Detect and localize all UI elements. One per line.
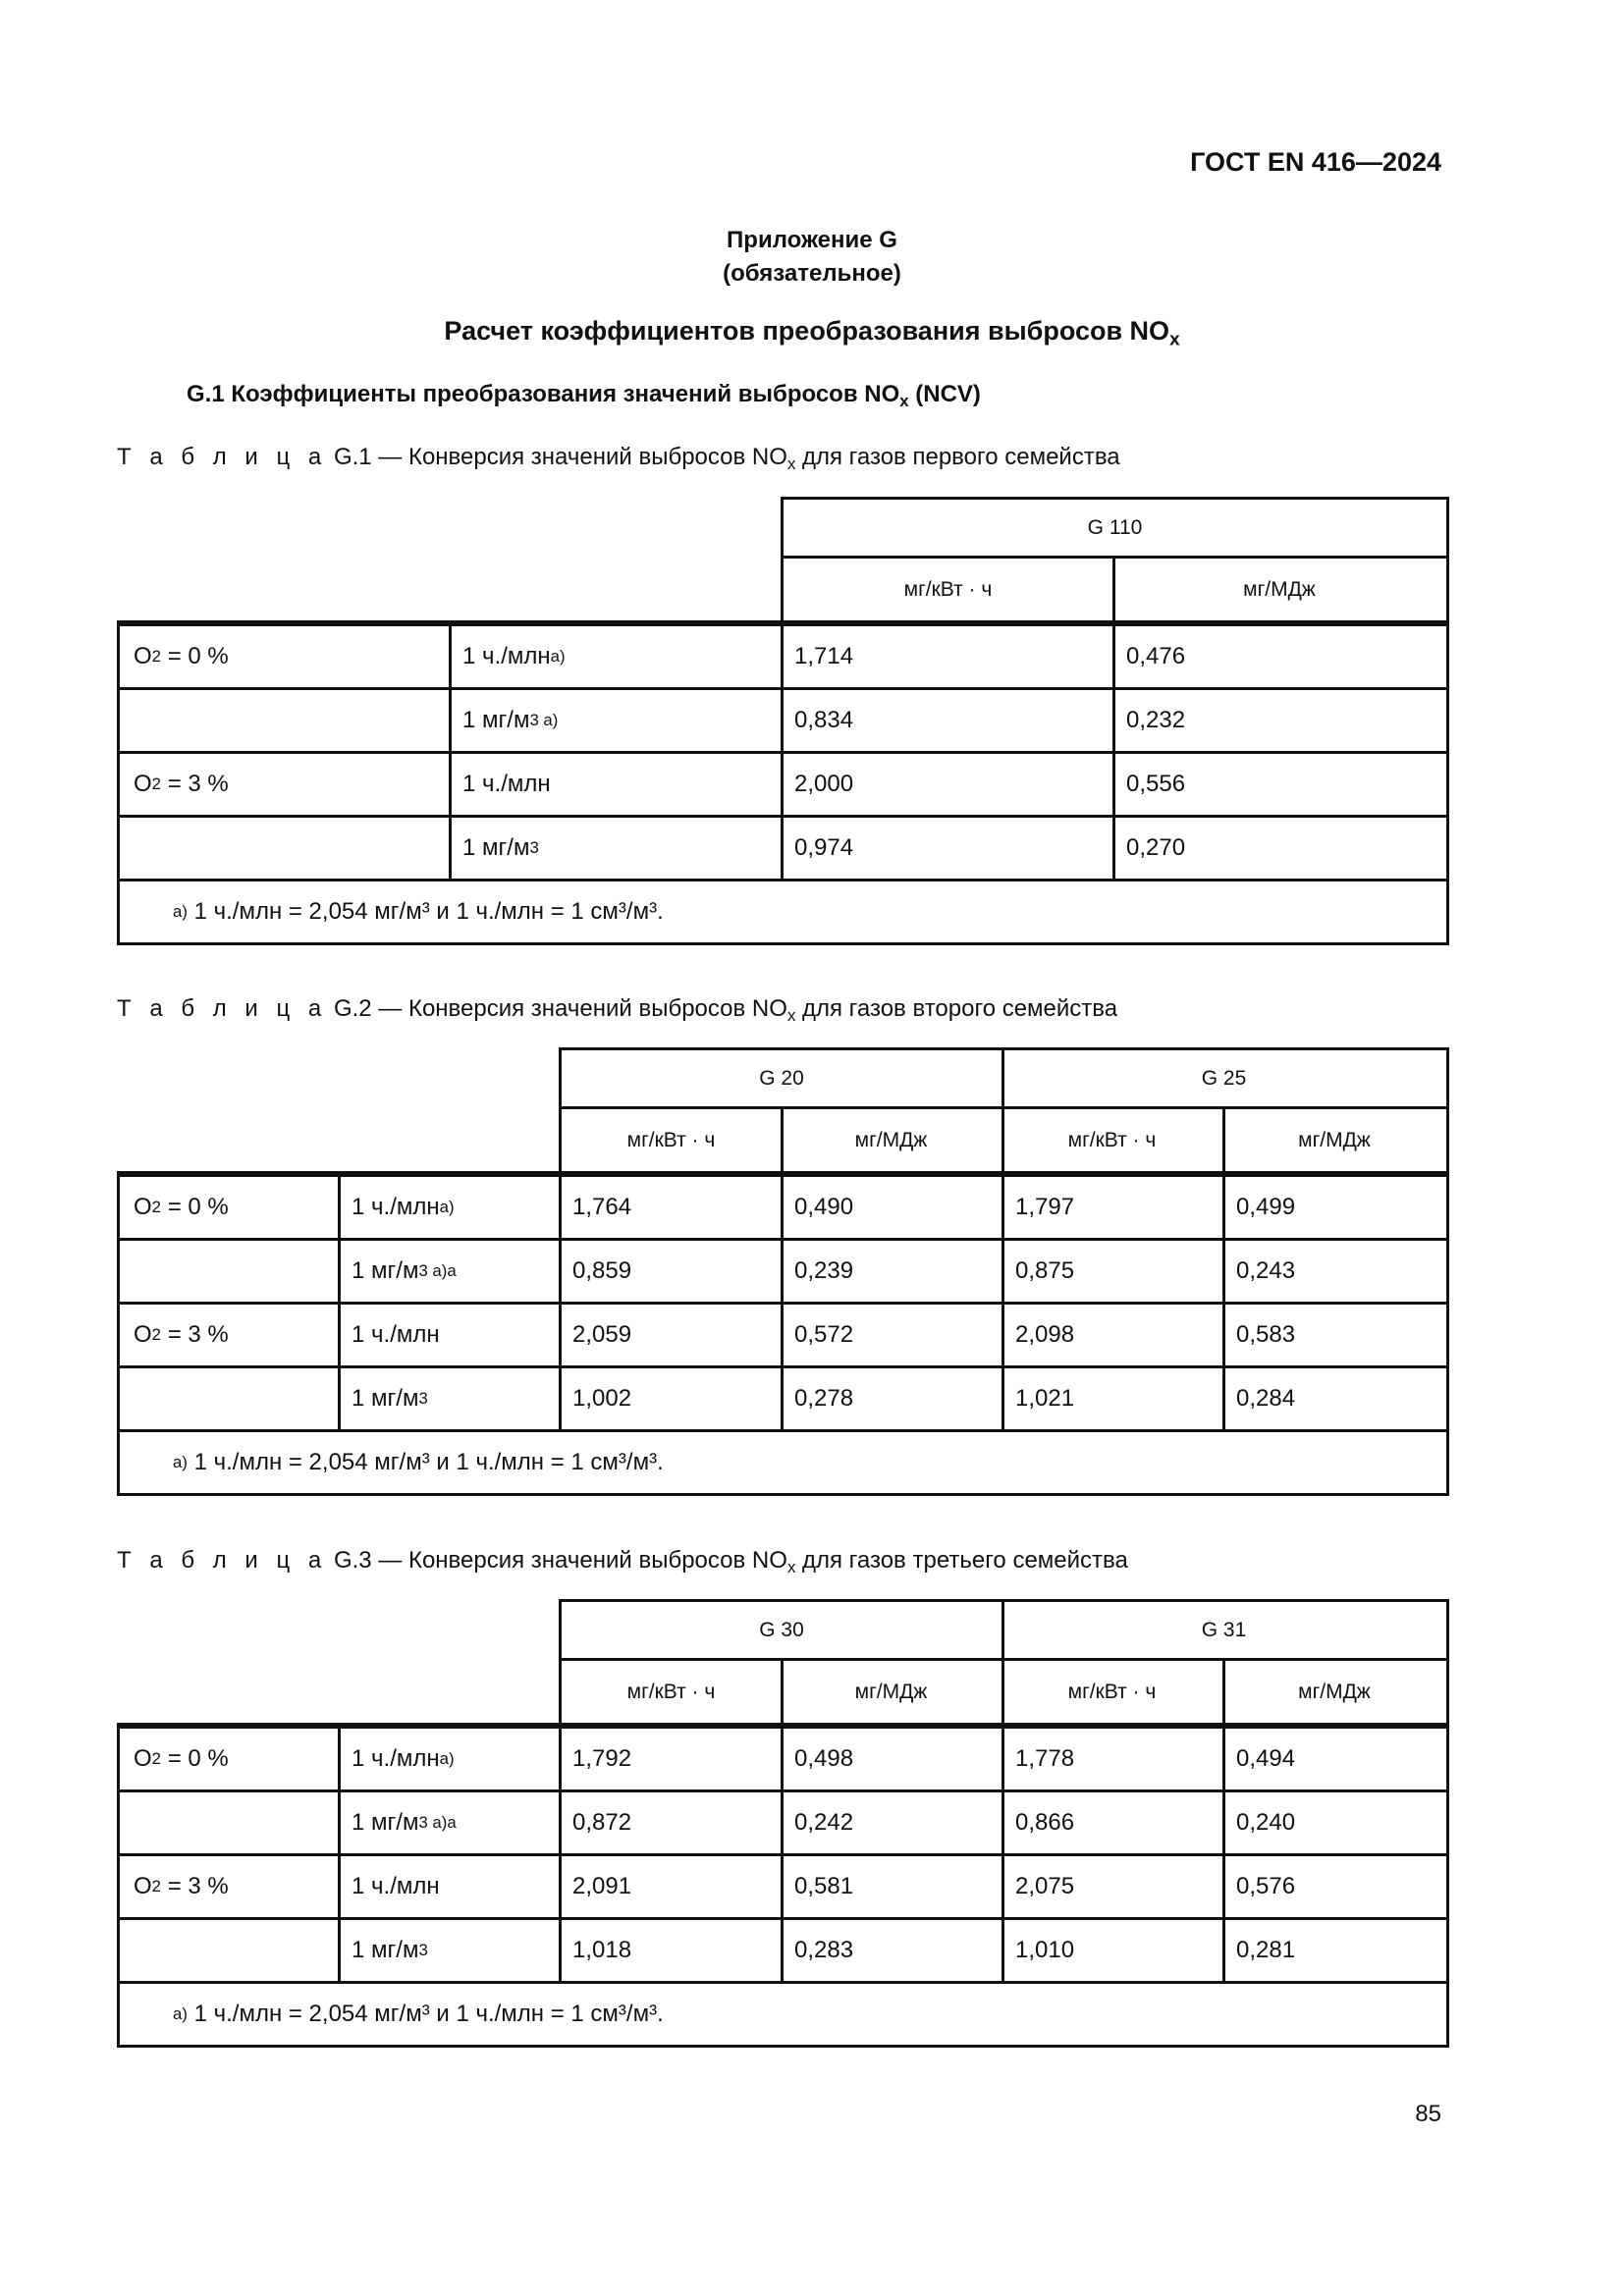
unit-cell: 1 ч./млн: [338, 1856, 562, 1920]
value-cell: 1,714: [781, 626, 1115, 690]
table-label: Т а б л и ц а: [117, 995, 328, 1022]
main-title: [0, 316, 1624, 350]
table-units-row: [117, 1661, 1449, 1723]
value-cell: 0,278: [781, 1368, 1004, 1432]
unit-header: мг/кВт · ч: [781, 559, 1115, 620]
value-cell: 2,098: [1001, 1305, 1225, 1368]
gas-header: G 30: [559, 1599, 1004, 1661]
footnote-text: 1 ч./млн = 2,054 мг/м³ и 1 ч./млн = 1 см³/м³.: [193, 898, 664, 925]
o2-cell: [117, 1792, 341, 1856]
table-header-row: [117, 497, 1449, 559]
table-row: [117, 1856, 1449, 1920]
caption-subscript: x: [786, 454, 796, 474]
main-title-text: Расчет коэффициентов преобразования выбросов NO: [444, 316, 1170, 346]
value-cell: 1,010: [1001, 1920, 1225, 1984]
table-g2: [117, 1047, 1449, 1496]
value-cell: 0,242: [781, 1792, 1004, 1856]
unit-header: мг/МДж: [1222, 1661, 1449, 1723]
table-caption-g1: [117, 444, 1120, 474]
value-cell: 0,243: [1222, 1241, 1449, 1305]
value-cell: 0,270: [1112, 818, 1449, 881]
unit-cell: 1 мг/м 3 а)а: [338, 1241, 562, 1305]
unit-header: мг/МДж: [781, 1109, 1004, 1171]
unit-header: мг/кВт · ч: [1001, 1109, 1225, 1171]
unit-header: мг/МДж: [1222, 1109, 1449, 1171]
o2-cell: [117, 690, 452, 754]
value-cell: 2,059: [559, 1305, 784, 1368]
value-cell: 0,556: [1112, 754, 1449, 818]
table-row: [117, 754, 1449, 818]
value-cell: 0,240: [1222, 1792, 1449, 1856]
caption-suffix: для газов первого семейства: [795, 444, 1120, 470]
value-cell: 1,018: [559, 1920, 784, 1984]
table-row: [117, 1305, 1449, 1368]
unit-cell: 1 мг/м 3: [449, 818, 784, 881]
value-cell: 1,778: [1001, 1729, 1225, 1792]
annex-status: (обязательное): [723, 260, 901, 287]
value-cell: 0,834: [781, 690, 1115, 754]
section-title: [187, 381, 981, 411]
value-cell: 1,797: [1001, 1177, 1225, 1241]
o2-cell: O 2 = 0 %: [117, 1177, 341, 1241]
footnote-text: 1 ч./млн = 2,054 мг/м³ и 1 ч./млн = 1 см³/м³.: [193, 2001, 664, 2027]
unit-header: мг/МДж: [1112, 559, 1449, 620]
table-row: [117, 1792, 1449, 1856]
table-caption-g3: [117, 1547, 1128, 1575]
caption-subscript: x: [786, 1558, 796, 1577]
table-row: [117, 1920, 1449, 1984]
unit-cell: 1 ч./млн: [338, 1305, 562, 1368]
value-cell: 2,000: [781, 754, 1115, 818]
footnote-text: 1 ч./млн = 2,054 мг/м³ и 1 ч./млн = 1 см³/м³.: [193, 1449, 664, 1475]
table-label: Т а б л и ц а: [117, 1547, 328, 1574]
o2-cell: [117, 1920, 341, 1984]
value-cell: 2,075: [1001, 1856, 1225, 1920]
table-header-row: [117, 1047, 1449, 1109]
value-cell: 0,581: [781, 1856, 1004, 1920]
caption-text: G.1 — Конверсия значений выбросов NO: [333, 444, 787, 470]
value-cell: 0,583: [1222, 1305, 1449, 1368]
value-cell: 0,866: [1001, 1792, 1225, 1856]
table-footnote: а) 1 ч./млн = 2,054 мг/м³ и 1 ч./млн = 1 см³/м³.: [117, 1432, 1449, 1496]
value-cell: 0,239: [781, 1241, 1004, 1305]
value-cell: 0,572: [781, 1305, 1004, 1368]
table-row: [117, 1729, 1449, 1792]
unit-header: мг/кВт · ч: [559, 1661, 784, 1723]
table-footnote: а) 1 ч./млн = 2,054 мг/м³ и 1 ч./млн = 1 см³/м³.: [117, 881, 1449, 945]
table-units-row: [117, 559, 1449, 620]
table-row: [117, 690, 1449, 754]
unit-cell: 1 мг/м 3 а)а: [338, 1792, 562, 1856]
section-title-suffix: (NCV): [908, 381, 981, 407]
gas-header: G 110: [781, 497, 1449, 559]
caption-suffix: для газов третьего семейства: [795, 1547, 1128, 1574]
value-cell: 1,764: [559, 1177, 784, 1241]
value-cell: 1,021: [1001, 1368, 1225, 1432]
value-cell: 0,576: [1222, 1856, 1449, 1920]
caption-text: G.2 — Конверсия значений выбросов NO: [333, 995, 787, 1022]
annex-heading: [0, 224, 1624, 291]
section-title-subscript: x: [899, 392, 909, 411]
gas-header: G 31: [1001, 1599, 1449, 1661]
value-cell: 0,875: [1001, 1241, 1225, 1305]
table-row: [117, 1177, 1449, 1241]
table-row: [117, 1368, 1449, 1432]
o2-cell: O 2 = 0 %: [117, 1729, 341, 1792]
unit-cell: 1 мг/м 3: [338, 1368, 562, 1432]
value-cell: 0,283: [781, 1920, 1004, 1984]
unit-header: мг/кВт · ч: [1001, 1661, 1225, 1723]
document-code: ГОСТ EN 416—2024: [1190, 147, 1441, 177]
unit-cell: 1 ч./млн а): [338, 1177, 562, 1241]
table-header-row: [117, 1599, 1449, 1661]
caption-subscript: x: [786, 1006, 796, 1026]
unit-cell: 1 ч./млн а): [338, 1729, 562, 1792]
value-cell: 0,872: [559, 1792, 784, 1856]
o2-cell: [117, 1368, 341, 1432]
table-units-row: [117, 1109, 1449, 1171]
o2-cell: O 2 = 3 %: [117, 1856, 341, 1920]
unit-cell: 1 мг/м 3 а): [449, 690, 784, 754]
table-footnote: а) 1 ч./млн = 2,054 мг/м³ и 1 ч./млн = 1 см³/м³.: [117, 1984, 1449, 2048]
value-cell: 0,494: [1222, 1729, 1449, 1792]
value-cell: 0,281: [1222, 1920, 1449, 1984]
value-cell: 2,091: [559, 1856, 784, 1920]
gas-header: G 20: [559, 1047, 1004, 1109]
annex-title: Приложение G: [727, 227, 897, 253]
o2-cell: [117, 818, 452, 881]
main-title-subscript: x: [1169, 329, 1180, 350]
caption-suffix: для газов второго семейства: [795, 995, 1118, 1022]
unit-cell: 1 ч./млн а): [449, 626, 784, 690]
value-cell: 0,284: [1222, 1368, 1449, 1432]
caption-text: G.3 — Конверсия значений выбросов NO: [333, 1547, 787, 1574]
table-g1: [117, 497, 1449, 945]
value-cell: 0,974: [781, 818, 1115, 881]
section-title-text: G.1 Коэффициенты преобразования значений выбросов NO: [187, 381, 900, 407]
value-cell: 1,792: [559, 1729, 784, 1792]
o2-cell: O 2 = 3 %: [117, 1305, 341, 1368]
value-cell: 0,476: [1112, 626, 1449, 690]
o2-cell: [117, 1241, 341, 1305]
unit-header: мг/кВт · ч: [559, 1109, 784, 1171]
table-g3: [117, 1599, 1449, 2048]
value-cell: 1,002: [559, 1368, 784, 1432]
table-caption-g2: [117, 995, 1118, 1026]
table-row: [117, 626, 1449, 690]
unit-cell: 1 мг/м 3: [338, 1920, 562, 1984]
table-row: [117, 1241, 1449, 1305]
gas-header: G 25: [1001, 1047, 1449, 1109]
o2-cell: O 2 = 0 %: [117, 626, 452, 690]
value-cell: 0,232: [1112, 690, 1449, 754]
value-cell: 0,490: [781, 1177, 1004, 1241]
unit-header: мг/МДж: [781, 1661, 1004, 1723]
unit-cell: 1 ч./млн: [449, 754, 784, 818]
o2-cell: O 2 = 3 %: [117, 754, 452, 818]
table-row: [117, 818, 1449, 881]
value-cell: 0,498: [781, 1729, 1004, 1792]
value-cell: 0,859: [559, 1241, 784, 1305]
value-cell: 0,499: [1222, 1177, 1449, 1241]
table-label: Т а б л и ц а: [117, 444, 328, 470]
page-number: 85: [1415, 2101, 1441, 2127]
